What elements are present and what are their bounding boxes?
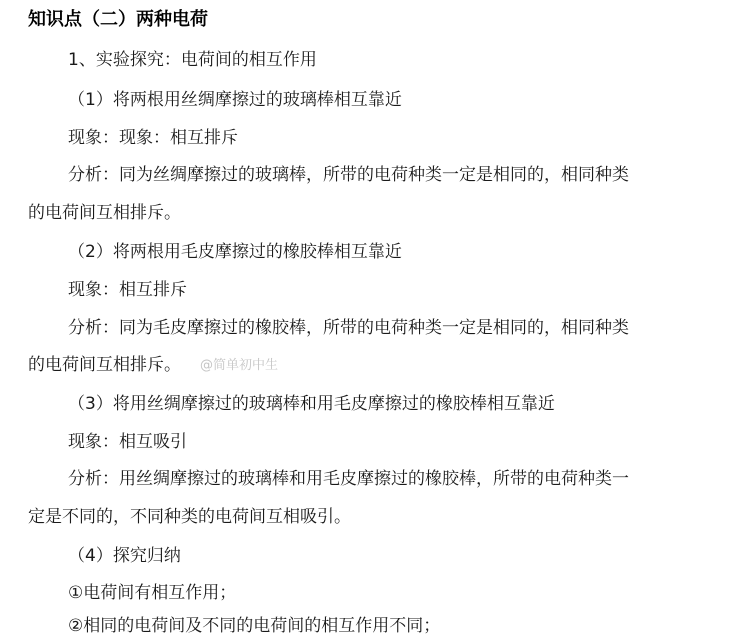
experiment-2-analysis-line-2: 的电荷间互相排斥。 bbox=[28, 355, 181, 375]
summary-item-1: ①电荷间有相互作用； bbox=[68, 583, 237, 603]
experiment-2-heading: （2）将两根用毛皮摩擦过的橡胶棒相互靠近 bbox=[68, 242, 402, 262]
experiment-3-analysis-line-1: 分析：用丝绸摩擦过的玻璃棒和用毛皮摩擦过的橡胶棒，所带的电荷种类一 bbox=[68, 469, 629, 489]
experiment-1-analysis-line-1: 分析：同为丝绸摩擦过的玻璃棒，所带的电荷种类一定是相同的，相同种类 bbox=[68, 165, 629, 185]
experiment-3-analysis-line-2: 定是不同的，不同种类的电荷间互相吸引。 bbox=[28, 507, 351, 527]
section-heading: 1、实验探究：电荷间的相互作用 bbox=[68, 50, 317, 70]
experiment-2-phenomenon: 现象：相互排斥 bbox=[68, 280, 187, 300]
watermark: @简单初中生 bbox=[200, 358, 279, 373]
section-title: 知识点（二）两种电荷 bbox=[28, 9, 208, 30]
experiment-1-phenomenon: 现象：现象：相互排斥 bbox=[68, 128, 238, 148]
experiment-1-analysis-line-2: 的电荷间互相排斥。 bbox=[28, 203, 181, 223]
experiment-3-phenomenon: 现象：相互吸引 bbox=[68, 432, 187, 452]
experiment-1-heading: （1）将两根用丝绸摩擦过的玻璃棒相互靠近 bbox=[68, 90, 402, 110]
summary-heading: （4）探究归纳 bbox=[68, 546, 181, 566]
experiment-3-heading: （3）将用丝绸摩擦过的玻璃棒和用毛皮摩擦过的橡胶棒相互靠近 bbox=[68, 394, 555, 414]
experiment-2-analysis-line-1: 分析：同为毛皮摩擦过的橡胶棒，所带的电荷种类一定是相同的，相同种类 bbox=[68, 318, 629, 338]
summary-item-2: ②相同的电荷间及不同的电荷间的相互作用不同； bbox=[68, 616, 441, 636]
